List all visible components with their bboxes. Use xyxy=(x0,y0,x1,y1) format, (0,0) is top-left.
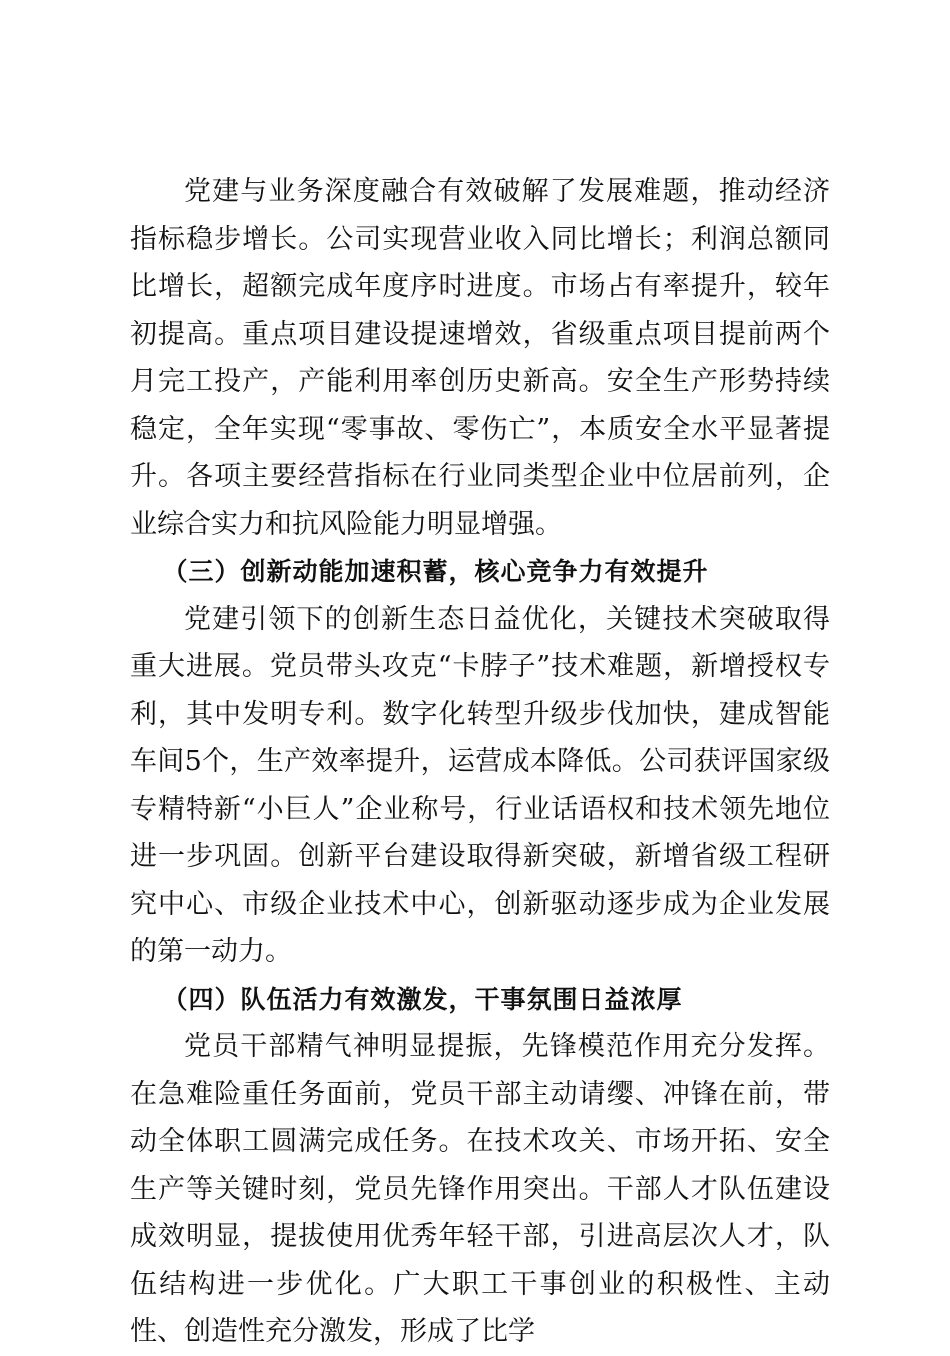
document-body xyxy=(130,168,830,1356)
section-heading-team-vitality: （四）队伍活力有效激发，干事氛围日益浓厚 xyxy=(162,984,683,1014)
paragraph-innovation: 党建引领下的创新生态日益优化，关键技术突破取得重大进展。党员带头攻克“卡脖子”技术难题，新增授权专利，其中发明专利。数字化转型升级步伐加快，建成智能车间5个，生产效率提升，运营成本降低。公司获评国家级专精特新“小巨人”企业称号，行业话语权和技术领先地位进一步巩固。创新平台建设取得新突破，新增省级工程研究中心、市级企业技术中心，创新驱动逐步成为企业发展的第一动力。 xyxy=(130,603,830,967)
paragraph-team-vitality: 党员干部精气神明显提振，先锋模范作用充分发挥。在急难险重任务面前，党员干部主动请缨、冲锋在前，带动全体职工圆满完成任务。在技术攻关、市场开拓、安全生产等关键时刻，党员先锋作用突出。干部人才队伍建设成效明显，提拔使用优秀年轻干部，引进高层次人才，队伍结构进一步优化。广大职工干事创业的积极性、主动性、创造性充分激发，形成了比学 xyxy=(130,1031,830,1347)
paragraph-economic-indicators: 党建与业务深度融合有效破解了发展难题，推动经济指标稳步增长。公司实现营业收入同比增长；利润总额同比增长，超额完成年度序时进度。市场占有率提升，较年初提高。重点项目建设提速增效，省级重点项目提前两个月完工投产，产能利用率创历史新高。安全生产形势持续稳定，全年实现“零事故、零伤亡”，本质安全水平显著提升。各项主要经营指标在行业同类型企业中位居前列，企业综合实力和抗风险能力明显增强。 xyxy=(130,176,830,540)
section-heading-innovation: （三）创新动能加速积蓄，核心竞争力有效提升 xyxy=(162,557,709,586)
